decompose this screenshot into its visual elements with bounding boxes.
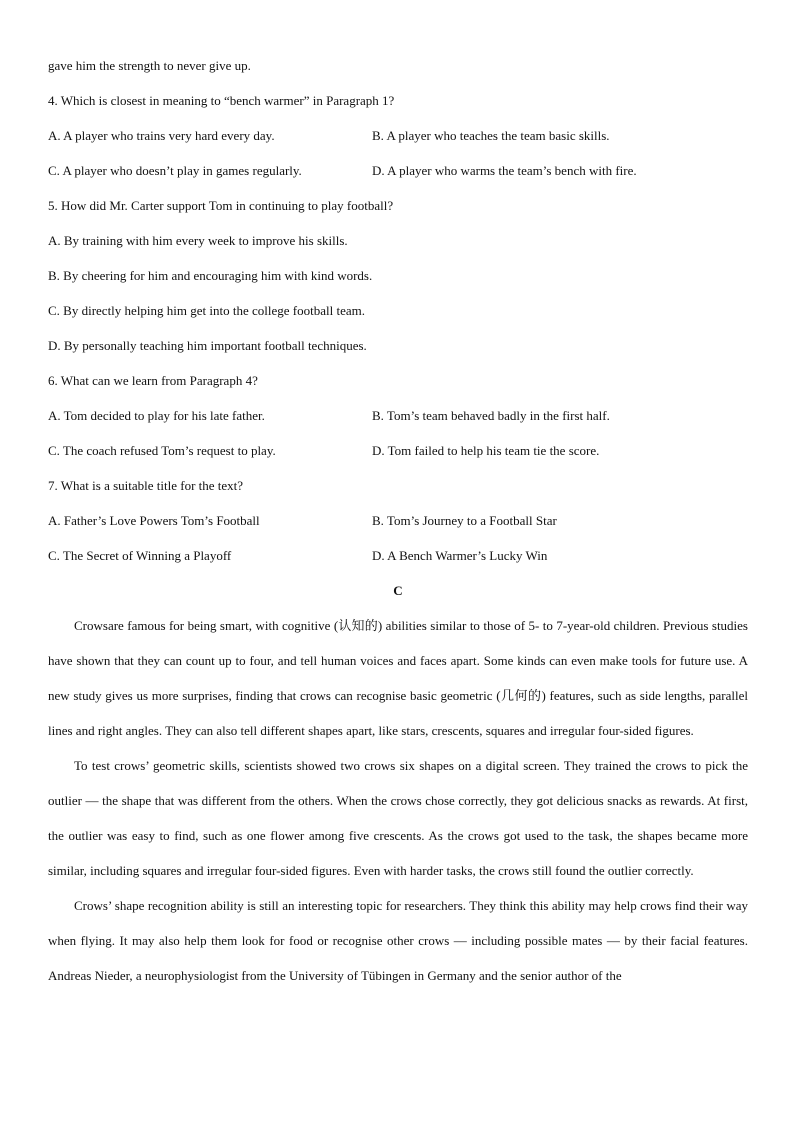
- intro-line: gave him the strength to never give up.: [48, 58, 251, 73]
- option-c: C. By directly helping him get into the college football team.: [48, 303, 365, 318]
- option-row: [48, 124, 748, 159]
- option-c: C. A player who doesn’t play in games regularly.: [48, 163, 302, 178]
- option-b: B. Tom’s Journey to a Football Star: [372, 513, 557, 528]
- question-stem: 4. Which is closest in meaning to “bench warmer” in Paragraph 1?: [48, 93, 395, 108]
- option-a: A. A player who trains very hard every day.: [48, 128, 275, 143]
- question-6: [48, 369, 748, 474]
- question-4: [48, 89, 748, 194]
- option-a: A. By training with him every week to improve his skills.: [48, 233, 348, 248]
- section-heading: C: [393, 583, 403, 598]
- option-d: D. A Bench Warmer’s Lucky Win: [372, 548, 548, 563]
- option-d: D. Tom failed to help his team tie the score.: [372, 443, 600, 458]
- option-b: B. By cheering for him and encouraging him with kind words.: [48, 268, 373, 283]
- passage-paragraph-1: Crowsare famous for being smart, with cognitive (认知的) abilities similar to those of 5- to 7-year-old children. Previous studies have shown that they can count up to four, and tell human voices and faces apart. Some kinds can even make tools for future use. A new study gives us more surprises, finding that crows can recognise basic geometric (几何的) features, such as side lengths, parallel lines and right angles. They can also tell different shapes apart, like stars, crescents, squares and irregular four-sided figures.: [48, 618, 748, 738]
- passage-paragraph-3: Crows’ shape recognition ability is still an interesting topic for researchers. They think this ability may help crows find their way when flying. It may also help them look for food or recognise other crows — including possible mates — by their facial features. Andreas Nieder, a neurophysiologist from the University of Tübingen in Germany and the senior author of the: [48, 898, 748, 983]
- question-stem: 6. What can we learn from Paragraph 4?: [48, 373, 258, 388]
- option-c: C. The Secret of Winning a Playoff: [48, 548, 232, 563]
- option-b: B. Tom’s team behaved badly in the first half.: [372, 408, 610, 423]
- passage-paragraph-2: To test crows’ geometric skills, scientists showed two crows six shapes on a digital screen. They trained the crows to pick the outlier — the shape that was different from the others. When the crows chose correctly, they got delicious snacks as rewards. At first, the outlier was easy to find, such as one flower among five crescents. As the crows got used to the task, the shapes became more similar, including squares and irregular four-sided figures. Even with harder tasks, the crows still found the outlier correctly.: [48, 758, 748, 878]
- question-stem: 7. What is a suitable title for the text?: [48, 478, 244, 493]
- option-row: [48, 439, 748, 474]
- option-row: [48, 509, 748, 544]
- option-b: B. A player who teaches the team basic skills.: [372, 128, 610, 143]
- option-a: A. Tom decided to play for his late father.: [48, 408, 265, 423]
- section-c: [48, 579, 748, 993]
- question-7: [48, 474, 748, 579]
- option-d: D. By personally teaching him important football techniques.: [48, 338, 367, 353]
- option-c: C. The coach refused Tom’s request to play.: [48, 443, 276, 458]
- option-row: [48, 159, 748, 194]
- document-page: [48, 54, 748, 993]
- question-5: [48, 194, 748, 369]
- option-row: [48, 404, 748, 439]
- option-row: [48, 544, 748, 579]
- question-stem: 5. How did Mr. Carter support Tom in continuing to play football?: [48, 198, 394, 213]
- option-a: A. Father’s Love Powers Tom’s Football: [48, 513, 260, 528]
- option-d: D. A player who warms the team’s bench with fire.: [372, 163, 637, 178]
